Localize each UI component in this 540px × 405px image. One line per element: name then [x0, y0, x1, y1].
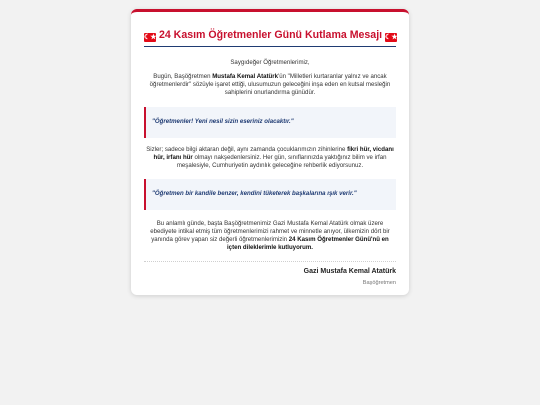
paragraph-intro	[144, 73, 396, 97]
paragraph-body	[144, 146, 396, 170]
title-text: 24 Kasım Öğretmenler Günü Kutlama Mesajı	[158, 29, 383, 41]
paragraph-intro-text-end: 'ün "Milletleri kurtaranlar yalnız ve ancak öğretmenlerdir" sözüyle işaret ettiği, ulusumuzun geleceğini inşa eden en kutsal mesleğin sahiplerini onurlandırma günüdür.	[149, 73, 391, 96]
signature-role: Başöğretmen	[362, 280, 396, 286]
turkish-flag-icon: ☾★	[385, 34, 398, 41]
message-card	[131, 9, 409, 295]
turkish-flag-icon: ☾★	[144, 34, 157, 41]
paragraph-closing-bold: 24 Kasım Öğretmenler Günü'nü en içten dileklerimle kutluyorum.	[226, 236, 389, 251]
title-divider	[144, 46, 396, 47]
paragraph-closing	[144, 220, 396, 252]
signature-divider	[144, 261, 396, 262]
greeting: Saygıdeğer Öğretmenlerimiz,	[230, 59, 310, 66]
paragraph-body-text: Sizler; sadece bilgi aktaran değil, aynı zamanda çocuklarımızın zihinlerine	[146, 146, 348, 153]
quote-block: "Öğretmenler! Yeni nesil sizin eseriniz olacaktır."	[144, 107, 396, 138]
quote-block: "Öğretmen bir kandile benzer, kendini tüketerek başkalarına ışık verir."	[144, 179, 396, 210]
paragraph-closing-text: Bu anlamlı günde, başta Başöğretmenimiz Gazi Mustafa Kemal Atatürk olmak üzere ebediyete intikal etmiş tüm öğretmenlerimizi rahmet ve minnetle anıyor, ülkemizin dört bir yanında görev yapan siz değerli öğretmenlerimizin	[150, 220, 390, 243]
page-title	[144, 29, 396, 42]
paragraph-body-text-end: olmayı nakşedenlersiniz. Her gün, sınıflarınızda yaktığınız bilim ve irfan meşalesiyle, Cumhuriyetin aydınlık geleceğine rehberlik ediyorsunuz.	[176, 154, 387, 169]
ataturk-name: Mustafa Kemal Atatürk	[212, 73, 279, 80]
paragraph-body-bold: fikri hür, vicdanı hür, irfanı hür	[153, 146, 394, 161]
signature-name: Gazi Mustafa Kemal Atatürk	[303, 268, 396, 275]
paragraph-intro-text: Bugün, Başöğretmen	[153, 73, 213, 80]
